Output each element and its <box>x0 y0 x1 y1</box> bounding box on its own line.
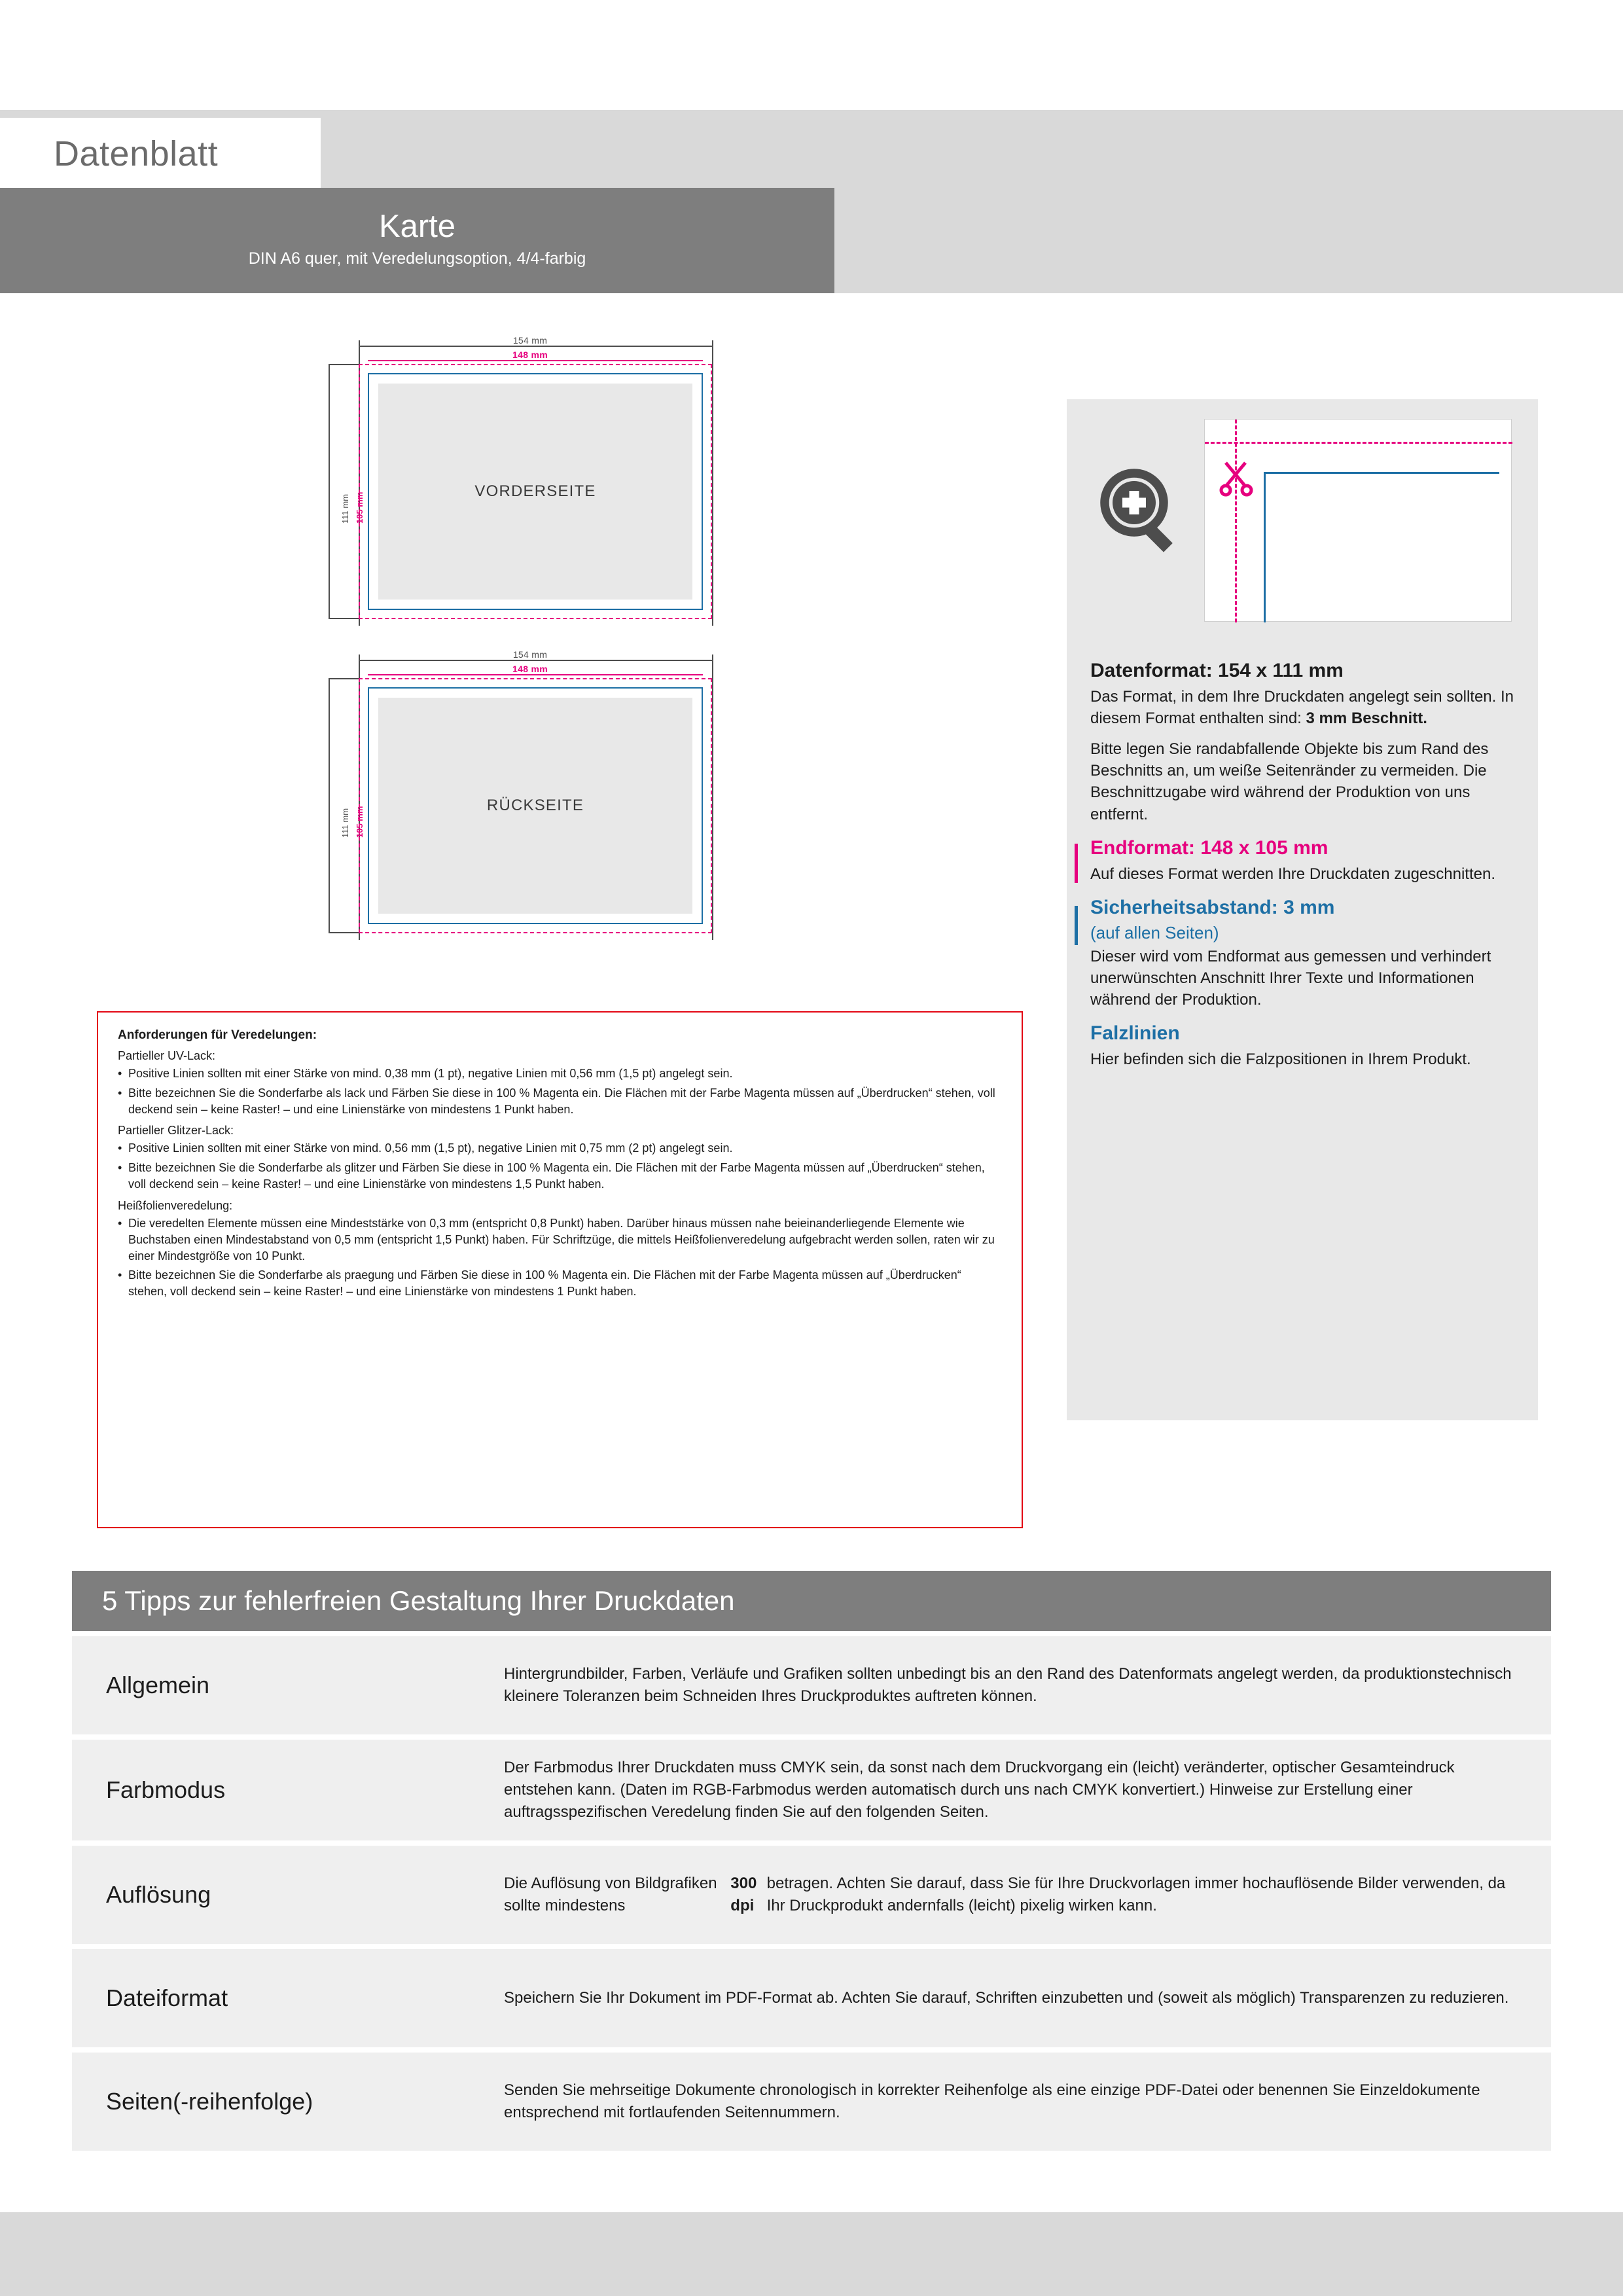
sicherheitsabstand-subheading: (auf allen Seiten) <box>1090 922 1219 942</box>
back-tick-bottom-left <box>329 932 360 933</box>
detail-trim-line <box>1264 472 1499 622</box>
table-row <box>72 2053 1551 2151</box>
tips-text-aufloesung-part2: betragen. Achten Sie darauf, dass Sie für Ihre Druckvorlagen immer hochauflösende Bilder verwenden, da Ihr Druckprodukt andernfalls (leicht) pixelig wirken kann. <box>766 1874 1506 1915</box>
datasheet-title-box <box>0 118 321 190</box>
endformat-description: Auf dieses Format werden Ihre Druckdaten zugeschnitten. <box>1090 865 1495 883</box>
tips-label-aufloesung: Auflösung <box>106 1881 211 1909</box>
table-row <box>72 1740 1551 1840</box>
tips-text-seitenreihenfolge: Senden Sie mehrseitige Dokumente chronologisch in korrekter Reihenfolge als eine einzige PDF-Datei oder benennen Sie Einzeldokumente entsprechend mit fortlaufenden Seitennummern. <box>504 2081 1480 2122</box>
tips-label-dateiformat: Dateiformat <box>106 1984 228 2012</box>
table-row <box>72 1949 1551 2047</box>
datenformat-heading: Datenformat: 154 x 111 mm <box>1090 660 1344 681</box>
preview-back-side <box>321 648 740 949</box>
back-trim-width-label: 148 mm <box>512 664 548 674</box>
front-trim-width-label: 148 mm <box>512 350 548 360</box>
tips-label-allgemein: Allgemein <box>106 1672 210 1698</box>
magnifier-icon <box>1093 461 1191 560</box>
front-tick-outer-left <box>329 364 330 619</box>
tips-label-farbmodus: Farbmodus <box>106 1776 226 1804</box>
product-name: Karte <box>378 208 456 244</box>
falzlinien-heading: Falzlinien <box>1090 1022 1180 1045</box>
finishing-title: Anforderungen für Veredelungen: <box>118 1028 317 1042</box>
detail-bleed-line-horizontal <box>1205 442 1512 444</box>
list-item: • Positive Linien sollten mit einer Stärke von mind. 0,38 mm (1 pt), negative Linien mit 0,56 mm (1,5 pt) angelegt sein. <box>118 1066 1002 1082</box>
product-specification: DIN A6 quer, mit Veredelungsoption, 4/4-farbig <box>248 249 586 268</box>
front-bleed-width-label: 154 mm <box>512 335 548 346</box>
tips-dpi-value: 300 dpi <box>730 1874 757 1915</box>
sicherheitsabstand-marker <box>1075 906 1078 945</box>
tips-text-allgemein: Hintergrundbilder, Farben, Verläufe und Grafiken sollten unbedingt bis an den Rand des Datenformats angelegt werden, da produktionstechnisch kleinere Toleranzen beim Schneiden Ihres Druckproduktes auftreten können. <box>504 1664 1512 1705</box>
tips-section <box>72 1571 1551 2151</box>
datenformat-bleed-value: 3 mm Beschnitt. <box>1306 709 1427 728</box>
tips-text-aufloesung-part1: Die Auflösung von Bildgrafiken sollte mindestens <box>504 1874 717 1915</box>
back-bleed-dim-line <box>359 660 712 661</box>
tips-title: 5 Tipps zur fehlerfreien Gestaltung Ihrer Druckdaten <box>72 1571 1551 1631</box>
back-tick-outer-left <box>329 678 330 933</box>
tips-label-seitenreihenfolge: Seiten(-reihenfolge) <box>106 2088 313 2115</box>
back-tick-top-left <box>329 678 360 679</box>
page-title: Datenblatt <box>54 134 219 173</box>
table-row <box>72 1846 1551 1944</box>
finishing-section-head-glitter: Partieller Glitzer-Lack: <box>118 1124 234 1138</box>
finishing-section-head-hotfoil: Heißfolienveredelung: <box>118 1198 233 1212</box>
endformat-marker <box>1075 844 1078 883</box>
back-safety-area <box>378 698 692 914</box>
back-bleed-width-label: 154 mm <box>512 649 548 660</box>
falzlinien-description: Hier befinden sich die Falzpositionen in Ihrem Produkt. <box>1090 1050 1471 1069</box>
table-row <box>72 1636 1551 1734</box>
magnifier-illustration <box>1067 399 1538 648</box>
scissors-icon <box>1219 457 1258 497</box>
front-tick-top-left <box>329 364 360 365</box>
footer-band <box>0 2212 1623 2296</box>
back-trim-height-label: 105 mm <box>355 806 365 838</box>
front-bleed-height-label: 111 mm <box>340 493 350 524</box>
list-item: • Bitte bezeichnen Sie die Sonderfarbe als praegung und Färben Sie diese in 100 % Magenta ein. Die Flächen mit der Farbe Magenta müssen auf „Überdrucken“ stehen, voll deckend sein – keine Raster! – und eine Linienstärke von mindestens 1 Punkt haben. <box>118 1267 1002 1300</box>
tips-text-dateiformat: Speichern Sie Ihr Dokument im PDF-Format ab. Achten Sie darauf, Schriften einzubetten und (soweit als möglich) Transparenzen zu reduzieren. <box>504 1989 1509 2007</box>
list-item: • Bitte bezeichnen Sie die Sonderfarbe als glitzer und Färben Sie diese in 100 % Magenta ein. Die Flächen mit der Farbe Magenta müssen auf „Überdrucken“ stehen, voll deckend sein – keine Raster! – und eine Linienstärke von mindestens 1,5 Punkt haben. <box>118 1160 1002 1193</box>
sicherheitsabstand-heading: Sicherheitsabstand: 3 mm <box>1090 896 1335 918</box>
list-item: • Positive Linien sollten mit einer Stärke von mind. 0,56 mm (1,5 pt), negative Linien mit 0,75 mm (2 pt) angelegt sein. <box>118 1140 1002 1157</box>
back-trim-dim-line <box>368 674 703 675</box>
tips-text-farbmodus: Der Farbmodus Ihrer Druckdaten muss CMYK sein, da sonst nach dem Druckvorgang ein (leicht) veränderter, optischer Gesamteindruck entstehen kann. (Daten im RGB-Farbmodus werden automatisch durch uns nach CMYK konvertiert.) Hinweise zur Erstellung einer auftragsspezifischen Veredelung finden Sie auf den folgenden Seiten. <box>504 1759 1455 1821</box>
finishing-list-hotfoil <box>118 1215 1002 1300</box>
front-safety-area <box>378 384 692 600</box>
tips-text-aufloesung <box>504 1846 1551 1944</box>
front-trim-dim-line <box>368 360 703 361</box>
back-side-label: RÜCKSEITE <box>486 797 584 814</box>
list-item: • Bitte bezeichnen Sie die Sonderfarbe als lack und Färben Sie diese in 100 % Magenta ein. Die Flächen mit der Farbe Magenta müssen auf „Überdrucken“ stehen, voll deckend sein – keine Raster! – und eine Linienstärke von mindestens 1 Punkt haben. <box>118 1085 1002 1118</box>
product-header <box>0 188 834 293</box>
datenformat-note: Bitte legen Sie randabfallende Objekte bis zum Rand des Beschnitts an, um weiße Seitenränder zu vermeiden. Die Beschnittzugabe wird während der Produktion von uns entfernt. <box>1090 740 1489 823</box>
front-side-label: VORDERSEITE <box>474 482 596 500</box>
preview-front-side <box>321 334 740 635</box>
back-tick-right-bleed <box>712 655 713 940</box>
magnifier-detail-view <box>1204 419 1512 622</box>
format-info-text <box>1067 660 1538 1092</box>
list-item: • Die veredelten Elemente müssen eine Mindeststärke von 0,3 mm (entspricht 0,8 Punkt) haben. Darüber hinaus müssen nahe beieinanderliegende Elemente wie Buchstaben einen Mindestabstand von 0,5 mm (entspricht 1,5 Punkt) haben. Für Schriftzüge, die mittels Heißfolienveredelung aufgebracht werden sollen, raten wir zu einer Mindestgröße von 10 Punkt. <box>118 1215 1002 1264</box>
detail-bleed-line-vertical <box>1235 420 1237 622</box>
finishing-list-glitter <box>118 1140 1002 1192</box>
endformat-heading: Endformat: 148 x 105 mm <box>1090 836 1329 859</box>
back-bleed-height-label: 111 mm <box>340 808 350 838</box>
datenformat-description <box>1090 686 1514 729</box>
finishing-requirements-box <box>97 1011 1023 1528</box>
front-trim-height-label: 105 mm <box>355 492 365 524</box>
front-tick-bottom-left <box>329 618 360 619</box>
front-tick-right-bleed <box>712 340 713 626</box>
finishing-list-uv <box>118 1066 1002 1117</box>
sicherheitsabstand-description: Dieser wird vom Endformat aus gemessen und verhindert unerwünschten Anschnitt Ihrer Texte und Informationen während der Produktion. <box>1090 947 1491 1009</box>
datenformat-description-text: Das Format, in dem Ihre Druckdaten angelegt sein sollten. In diesem Format enthalten sind: <box>1090 688 1514 728</box>
finishing-section-head-uv: Partieller UV-Lack: <box>118 1049 216 1062</box>
format-info-panel <box>1067 399 1538 1420</box>
front-bleed-dim-line <box>359 346 712 347</box>
